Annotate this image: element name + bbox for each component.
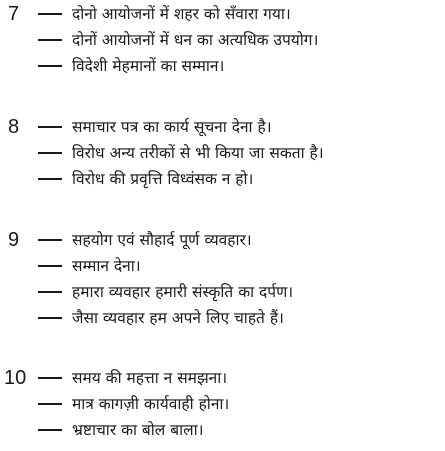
dash-mark xyxy=(38,178,62,180)
dash-mark xyxy=(38,39,62,41)
answer-text: मात्र कागज़ी कार्यवाही होना। xyxy=(72,395,230,413)
answer-text: सहयोग एवं सौहार्द पूर्ण व्यवहार। xyxy=(72,231,252,249)
dash-mark xyxy=(38,152,62,154)
answer-number: 9 xyxy=(8,229,20,251)
dash-mark xyxy=(38,13,62,15)
answer-text: हमारा व्यवहार हमारी संस्कृति का दर्पण। xyxy=(72,283,294,301)
dash-mark xyxy=(38,65,62,67)
answer-text: समाचार पत्र का कार्य सूचना देना है। xyxy=(72,118,272,136)
answer-text: सम्मान देना। xyxy=(72,257,141,275)
answer-number: 10 xyxy=(4,367,27,389)
dash-mark xyxy=(38,291,62,293)
dash-mark xyxy=(38,403,62,405)
answer-text: जैसा व्यवहार हम अपने लिए चाहते हैं। xyxy=(72,309,284,327)
dash-mark xyxy=(38,126,62,128)
answer-text: दोनों आयोजनों में धन का अत्यधिक उपयोग। xyxy=(72,31,319,49)
dash-mark xyxy=(38,265,62,267)
dash-mark xyxy=(38,429,62,431)
answer-text: विरोध अन्य तरीकों से भी किया जा सकता है। xyxy=(72,144,324,162)
dash-mark xyxy=(38,239,62,241)
answer-number: 7 xyxy=(8,3,20,25)
answer-text: समय की महत्ता न समझना। xyxy=(72,369,228,387)
answer-number: 8 xyxy=(8,116,20,138)
dash-mark xyxy=(38,317,62,319)
answer-text: दोनो आयोजनों में शहर को सँवारा गया। xyxy=(72,5,291,23)
answer-text: विदेशी मेहमानों का सम्मान। xyxy=(72,57,225,75)
answer-text: भ्रष्टाचार का बोल बाला। xyxy=(72,421,204,439)
dash-mark xyxy=(38,377,62,379)
answer-text: विरोध की प्रवृत्ति विध्वंसक न हो। xyxy=(72,170,254,188)
